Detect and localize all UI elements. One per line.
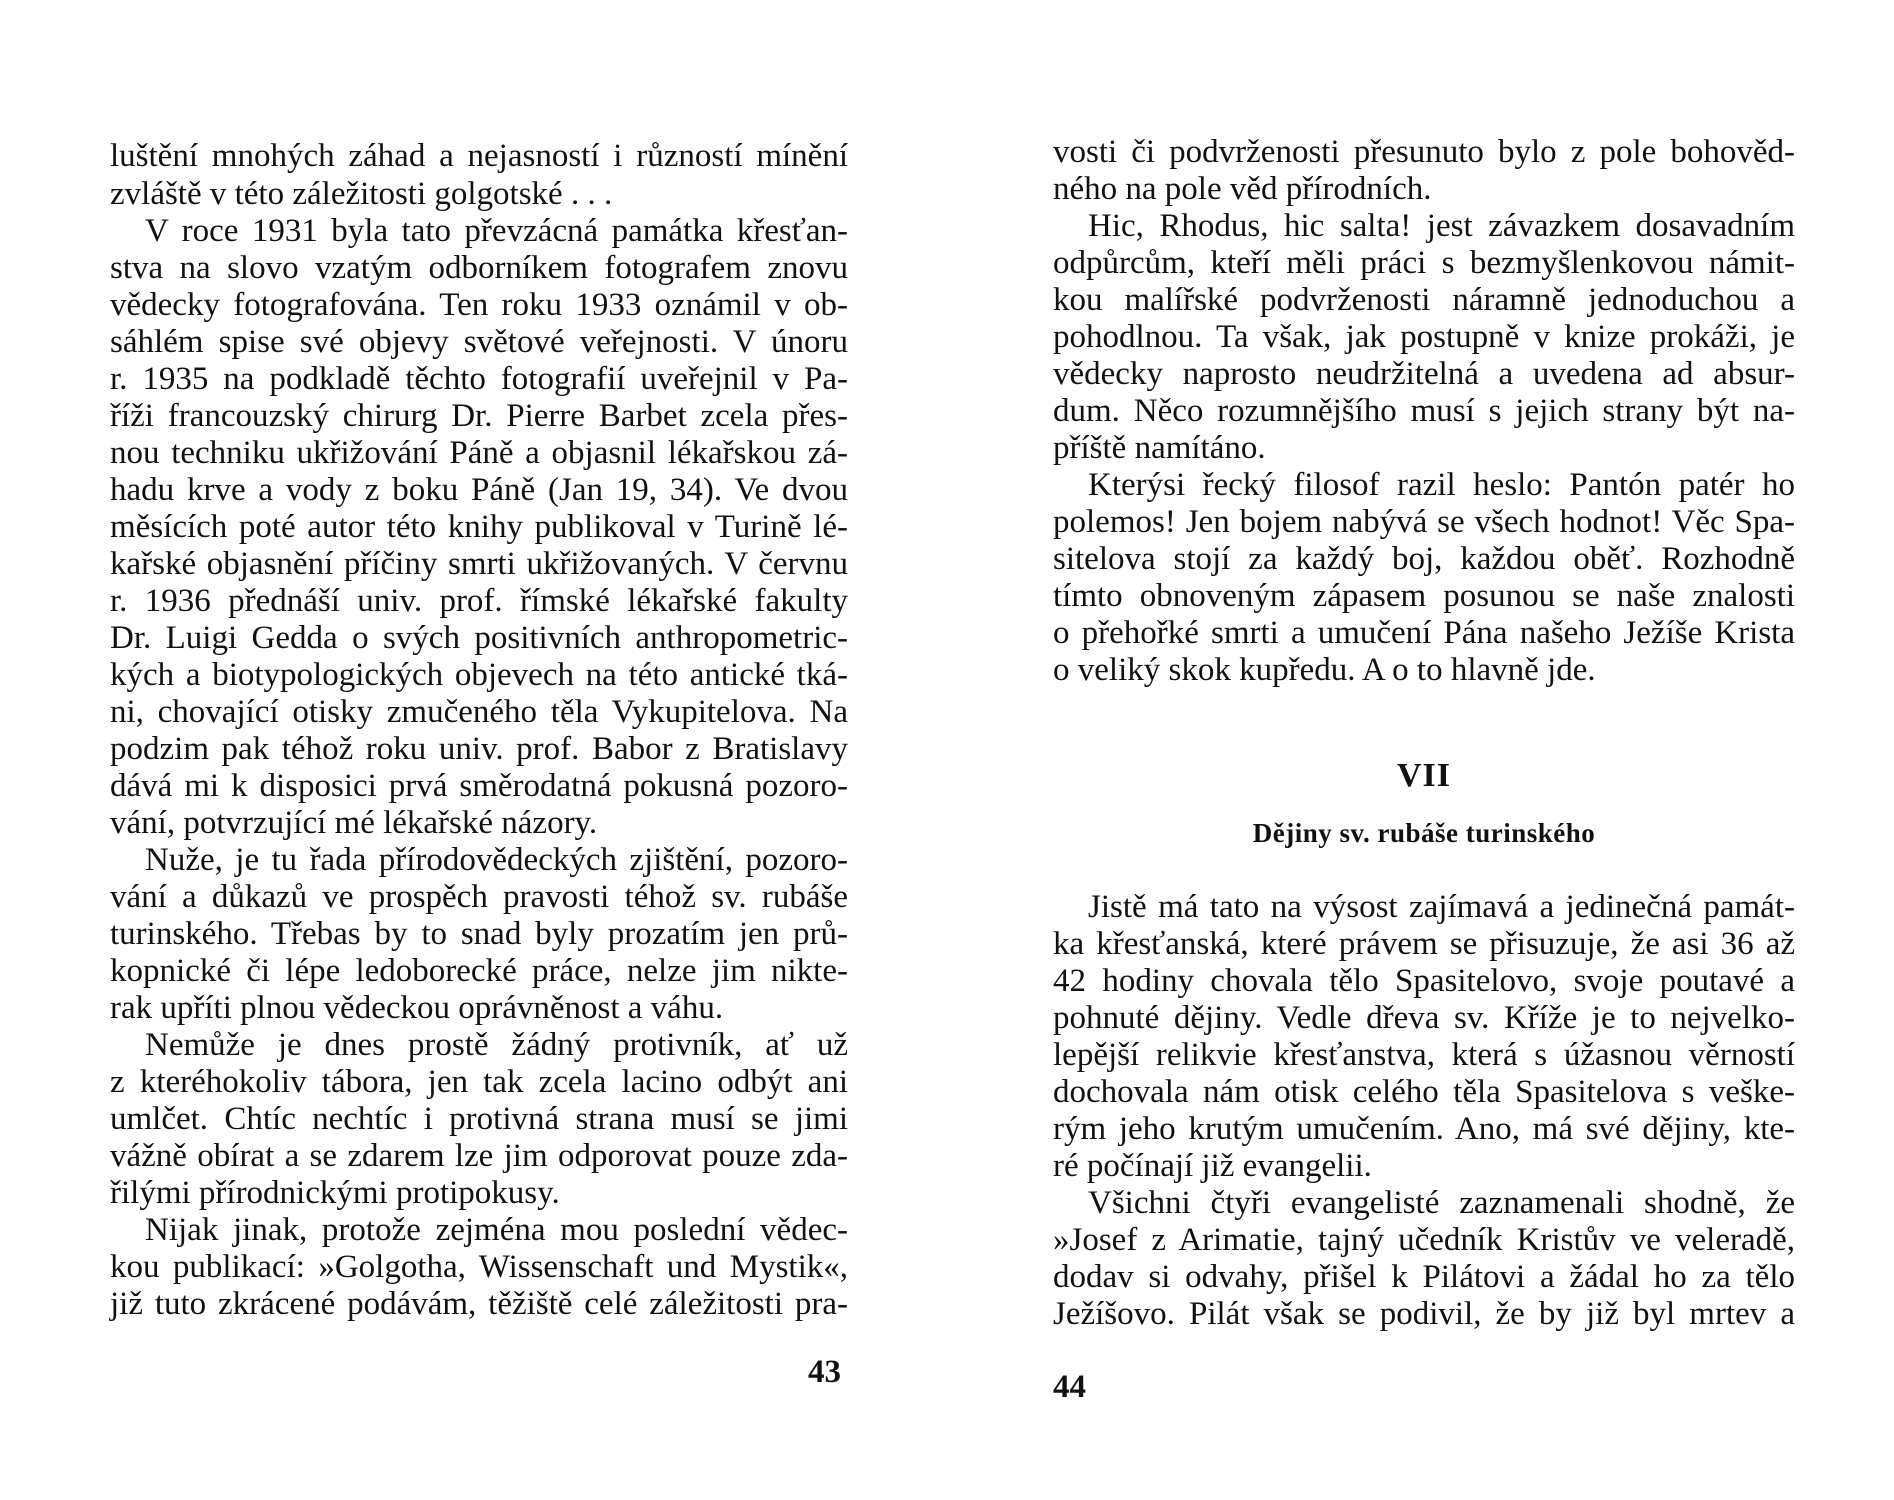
text-line: z kteréhokoliv tábora, jen tak zcela lacino odbýt ani [110, 1064, 848, 1100]
text-line: vědecky fotografována. Ten roku 1933 oznámil v ob- [110, 287, 848, 323]
text-line: pohodlnou. Ta však, jak postupně v knize prokáži, je [1053, 319, 1795, 355]
text-line: umlčet. Chtíc nechtíc i protivná strana musí se jimi [110, 1101, 848, 1137]
text-line: stva na slovo vzatým odborníkem fotografem znovu [110, 250, 848, 286]
text-line: podzim pak téhož roku univ. prof. Babor z Bratislavy [110, 731, 848, 767]
right-page [947, 0, 1894, 1500]
page-number: 43 [808, 1354, 841, 1390]
text-line: pohnuté dějiny. Vedle dřeva sv. Kříže je to nejvelko- [1053, 1000, 1795, 1036]
text-line: dochovala nám otisk celého těla Spasitelova s veške- [1053, 1074, 1795, 1110]
text-line: kou malířské podvrženosti náramně jednoduchou a [1053, 282, 1795, 318]
text-line: 42 hodiny chovala tělo Spasitelovo, svoje poutavé a [1053, 963, 1795, 999]
text-line: r. 1935 na podkladě těchto fotografií uveřejnil v Pa- [110, 361, 848, 397]
text-line: tímto obnoveným zápasem posunou se naše znalosti [1053, 578, 1795, 614]
text-line: řilými přírodnickými protipokusy. [110, 1175, 560, 1211]
chapter-title: Dějiny sv. rubáše turinského [1252, 818, 1596, 848]
text-line: nou techniku ukřižování Páně a objasnil lékařskou zá- [110, 435, 848, 471]
text-line: Nemůže je dnes prostě žádný protivník, ať už [145, 1027, 848, 1063]
text-line: ré počínají již evangelii. [1053, 1148, 1372, 1184]
text-line: již tuto zkrácené podávám, těžiště celé záležitosti pra- [110, 1286, 848, 1322]
text-line: Všichni čtyři evangelisté zaznamenali shodně, že [1088, 1185, 1795, 1221]
text-line: vání, potvrzující mé lékařské názory. [110, 805, 598, 841]
text-line: Jistě má tato na výsost zajímavá a jedinečná památ- [1088, 889, 1795, 925]
text-line: o přehořké smrti a umučení Pána našeho Ježíše Krista [1053, 615, 1795, 651]
text-line: Dr. Luigi Gedda o svých positivních anthropometric- [110, 620, 848, 656]
text-line: zvláště v této záležitosti golgotské . . . [110, 176, 613, 212]
text-line: ni, chovající otisky zmučeného těla Vykupitelova. Na [110, 694, 848, 730]
text-line: turinského. Třebas by to snad byly prozatím jen prů- [110, 916, 848, 952]
text-line: »Josef z Arimatie, tajný učedník Kristův ve veleradě, [1053, 1222, 1795, 1258]
text-line: lepější relikvie křesťanstva, která s úžasnou věrností [1053, 1037, 1795, 1073]
text-line: sáhlém spise své objevy světové veřejnosti. V únoru [110, 324, 848, 360]
text-line: hadu krve a vody z boku Páně (Jan 19, 34). Ve dvou [110, 472, 848, 508]
text-line: vážně obírat a se zdarem lze jim odporovat pouze zda- [110, 1138, 848, 1174]
text-line: vědecky naprosto neudržitelná a uvedena ad absur- [1053, 356, 1795, 392]
text-line: sitelova stojí za každý boj, každou oběť. Rozhodně [1053, 541, 1795, 577]
text-line: V roce 1931 byla tato převzácná památka křesťan- [145, 213, 848, 249]
text-line: o veliký skok kupředu. A o to hlavně jde. [1053, 652, 1596, 688]
text-line: dává mi k disposici prvá směrodatná pokusná pozoro- [110, 768, 848, 804]
chapter-number: VII [1396, 757, 1452, 794]
text-line: měsících poté autor této knihy publikoval v Turině lé- [110, 509, 848, 545]
text-line: polemos! Jen bojem nabývá se všech hodnot! Věc Spa- [1053, 504, 1795, 540]
text-line: odpůrcům, kteří měli práci s bezmyšlenkovou námit- [1053, 245, 1795, 281]
text-line: ného na pole věd přírodních. [1053, 171, 1432, 207]
text-line: vosti či podvrženosti přesunuto bylo z pole bohověd- [1053, 134, 1795, 170]
text-line: Nijak jinak, protože zejména mou poslední vědec- [145, 1212, 848, 1248]
text-line: rým jeho krutým umučením. Ano, má své dějiny, kte- [1053, 1111, 1795, 1147]
text-line: kých a biotypologických objevech na této antické tká- [110, 657, 848, 693]
text-line: říži francouzský chirurg Dr. Pierre Barbet zcela přes- [110, 398, 848, 434]
text-line: luštění mnohých záhad a nejasností i růzností mínění [110, 138, 848, 174]
text-line: Ježíšovo. Pilát však se podivil, že by již byl mrtev a [1053, 1296, 1795, 1332]
text-line: r. 1936 přednáší univ. prof. římské lékařské fakulty [110, 583, 848, 619]
text-line: Hic, Rhodus, hic salta! jest závazkem dosavadním [1088, 208, 1795, 244]
text-line: Nuže, je tu řada přírodovědeckých zjištění, pozoro- [145, 842, 848, 878]
page-number: 44 [1053, 1369, 1086, 1405]
text-line: rak upříti plnou vědeckou oprávněnost a váhu. [110, 990, 724, 1026]
text-line: Kterýsi řecký filosof razil heslo: Pantón patér ho [1088, 467, 1795, 503]
text-line: příště namítáno. [1053, 430, 1266, 466]
text-line: kopnické či lépe ledoborecké práce, nelze jim nikte- [110, 953, 848, 989]
text-line: dodav si odvahy, přišel k Pilátovi a žádal ho za tělo [1053, 1259, 1795, 1295]
text-line: vání a důkazů ve prospěch pravosti téhož sv. rubáše [110, 879, 848, 915]
text-line: ka křesťanská, které právem se přisuzuje, že asi 36 až [1053, 926, 1795, 962]
text-line: kařské objasnění příčiny smrti ukřižovaných. V červnu [110, 546, 848, 582]
text-line: dum. Něco rozumnějšího musí s jejich strany být na- [1053, 393, 1795, 429]
text-line: kou publikací: »Golgotha, Wissenschaft und Mystik«, [110, 1249, 848, 1285]
